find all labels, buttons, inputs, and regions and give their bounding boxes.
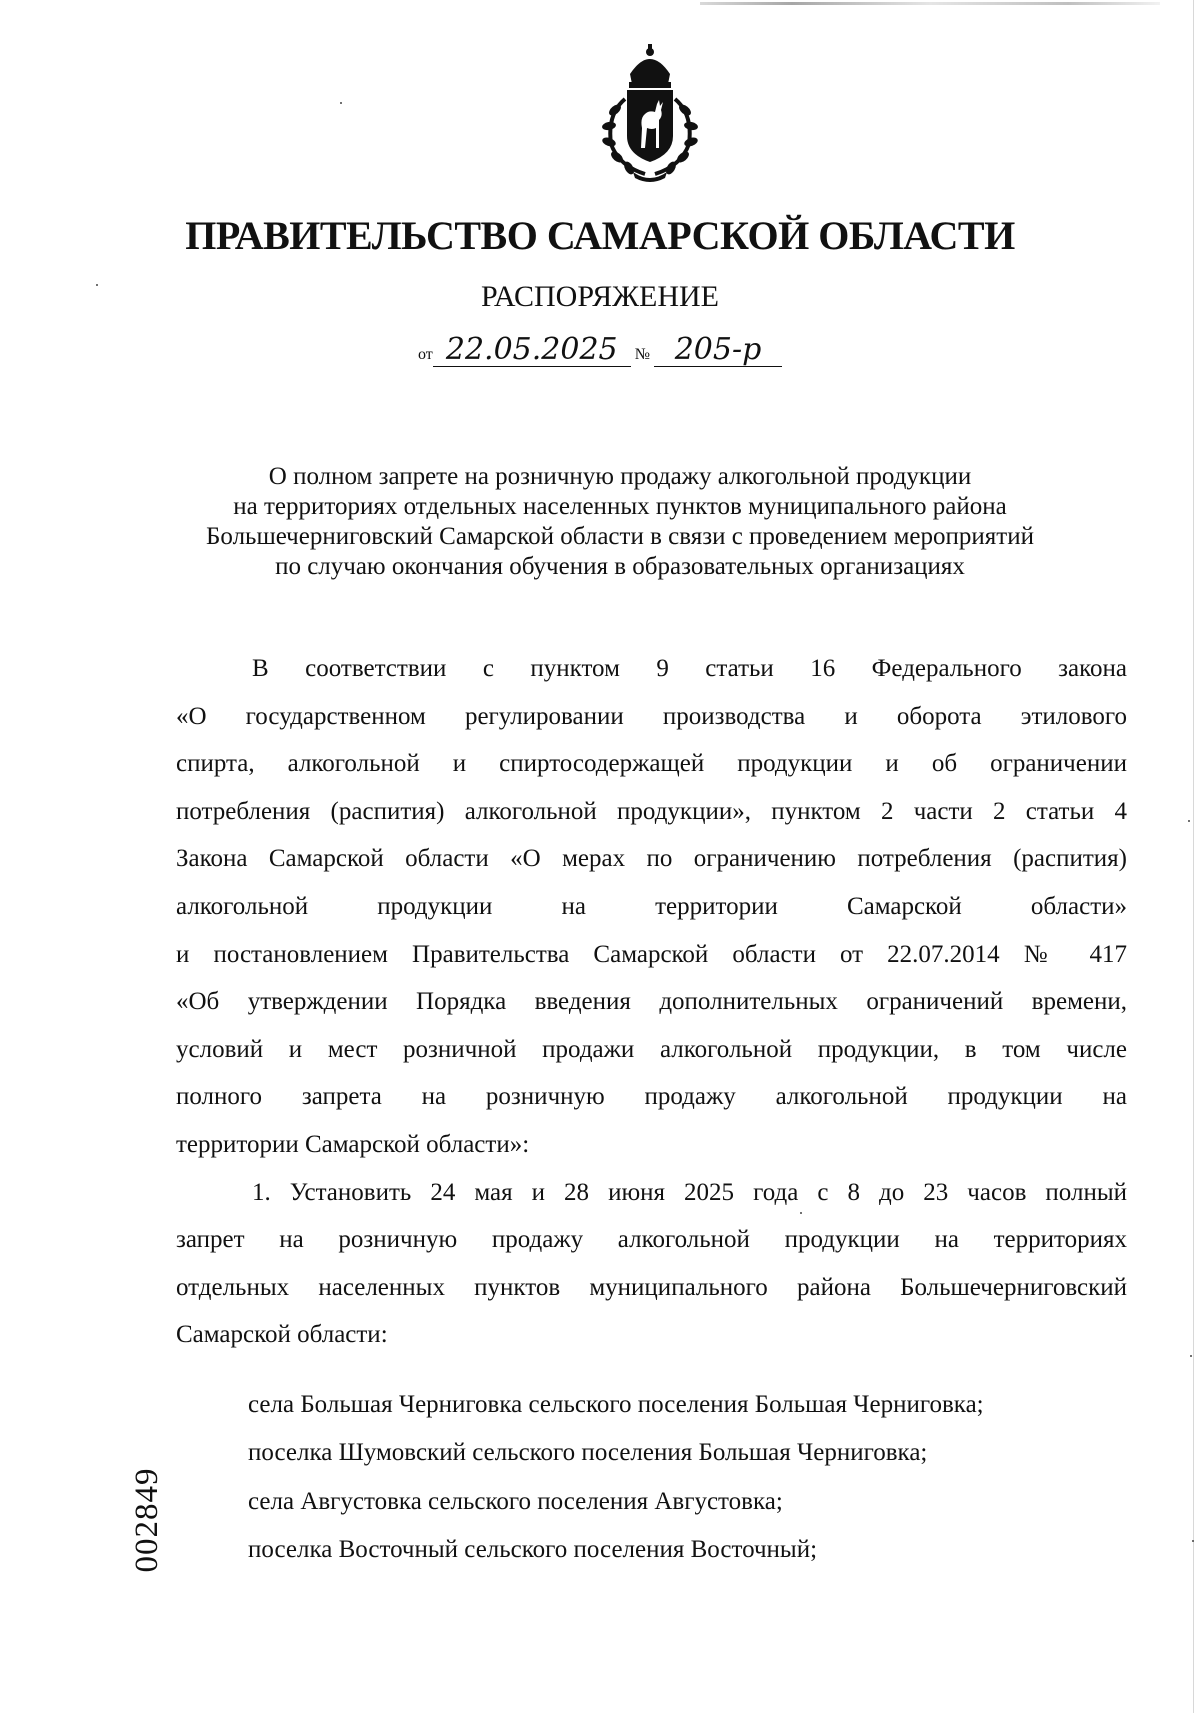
body-line: условий и мест розничной продажи алкогольной продукции, в том числе (176, 1035, 1127, 1063)
list-item: села Августовка сельского поселения Августовка; (248, 1487, 783, 1515)
subject-line: по случаю окончания обучения в образовательных организациях (275, 553, 965, 580)
scan-speck (800, 1212, 802, 1214)
scan-speck (1190, 1355, 1192, 1357)
list-item: поселка Шумовский сельского поселения Большая Черниговка; (248, 1439, 928, 1467)
body-line: и постановлением Правительства Самарской области от 22.07.2014 № 417 (176, 940, 1127, 968)
body-line: 1. Установить 24 мая и 28 июня 2025 года с 8 до 23 часов полный (252, 1178, 1127, 1206)
body-line: территории Самарской области»: (176, 1130, 530, 1158)
body-line: отдельных населенных пунктов муниципального района Большечерниговский (176, 1273, 1127, 1301)
handwritten-number: 205-р (654, 334, 782, 367)
subject-line: О полном запрете на розничную продажу алкогольной продукции (268, 463, 972, 490)
date-prefix: от (417, 346, 433, 363)
settlements-list (248, 1386, 984, 1579)
body-line: алкогольной продукции на территории Самарской области» (176, 892, 1127, 920)
side-registration-number: 002849 (129, 1467, 165, 1573)
scan-artifact (700, 2, 1160, 5)
body-line: спирта, алкогольной и спиртосодержащей продукции и об ограничении (176, 750, 1127, 778)
number-prefix: № (634, 346, 651, 363)
document-subject (120, 462, 1120, 582)
scan-speck (1188, 820, 1190, 822)
document-body (176, 650, 1127, 1364)
document-type: РАСПОРЯЖЕНИЕ (480, 280, 720, 313)
body-line: «О государственном регулировании производства и оборота этилового (176, 702, 1127, 730)
subject-line: на территориях отдельных населенных пунктов муниципального района (233, 493, 1007, 520)
samara-oblast-coat-of-arms-icon (585, 44, 715, 184)
body-line: полного запрета на розничную продажу алкогольной продукции на (176, 1083, 1127, 1111)
body-line: Самарской области: (176, 1321, 388, 1349)
scan-speck (340, 102, 342, 104)
government-title: ПРАВИТЕЛЬСТВО САМАРСКОЙ ОБЛАСТИ (185, 213, 1015, 258)
scan-speck (96, 284, 98, 286)
body-line: «Об утверждении Порядка введения дополнительных ограничений времени, (176, 988, 1127, 1016)
body-line: Закона Самарской области «О мерах по ограничению потребления (распития) (176, 845, 1127, 873)
body-line: В соответствии с пунктом 9 статьи 16 Федерального закона (252, 655, 1127, 682)
scan-speck (1192, 1540, 1194, 1542)
date-number-line (0, 334, 1200, 367)
list-item: села Большая Черниговка сельского поселения Большая Черниговка; (248, 1391, 984, 1418)
body-line: потребления (распития) алкогольной продукции», пунктом 2 части 2 статьи 4 (176, 797, 1127, 825)
list-item: поселка Восточный сельского поселения Восточный; (248, 1535, 818, 1563)
subject-line: Большечерниговский Самарской области в связи с проведением мероприятий (206, 523, 1034, 550)
body-line: запрет на розничную продажу алкогольной продукции на территориях (176, 1226, 1127, 1254)
handwritten-date: 22.05.2025 (433, 334, 631, 367)
